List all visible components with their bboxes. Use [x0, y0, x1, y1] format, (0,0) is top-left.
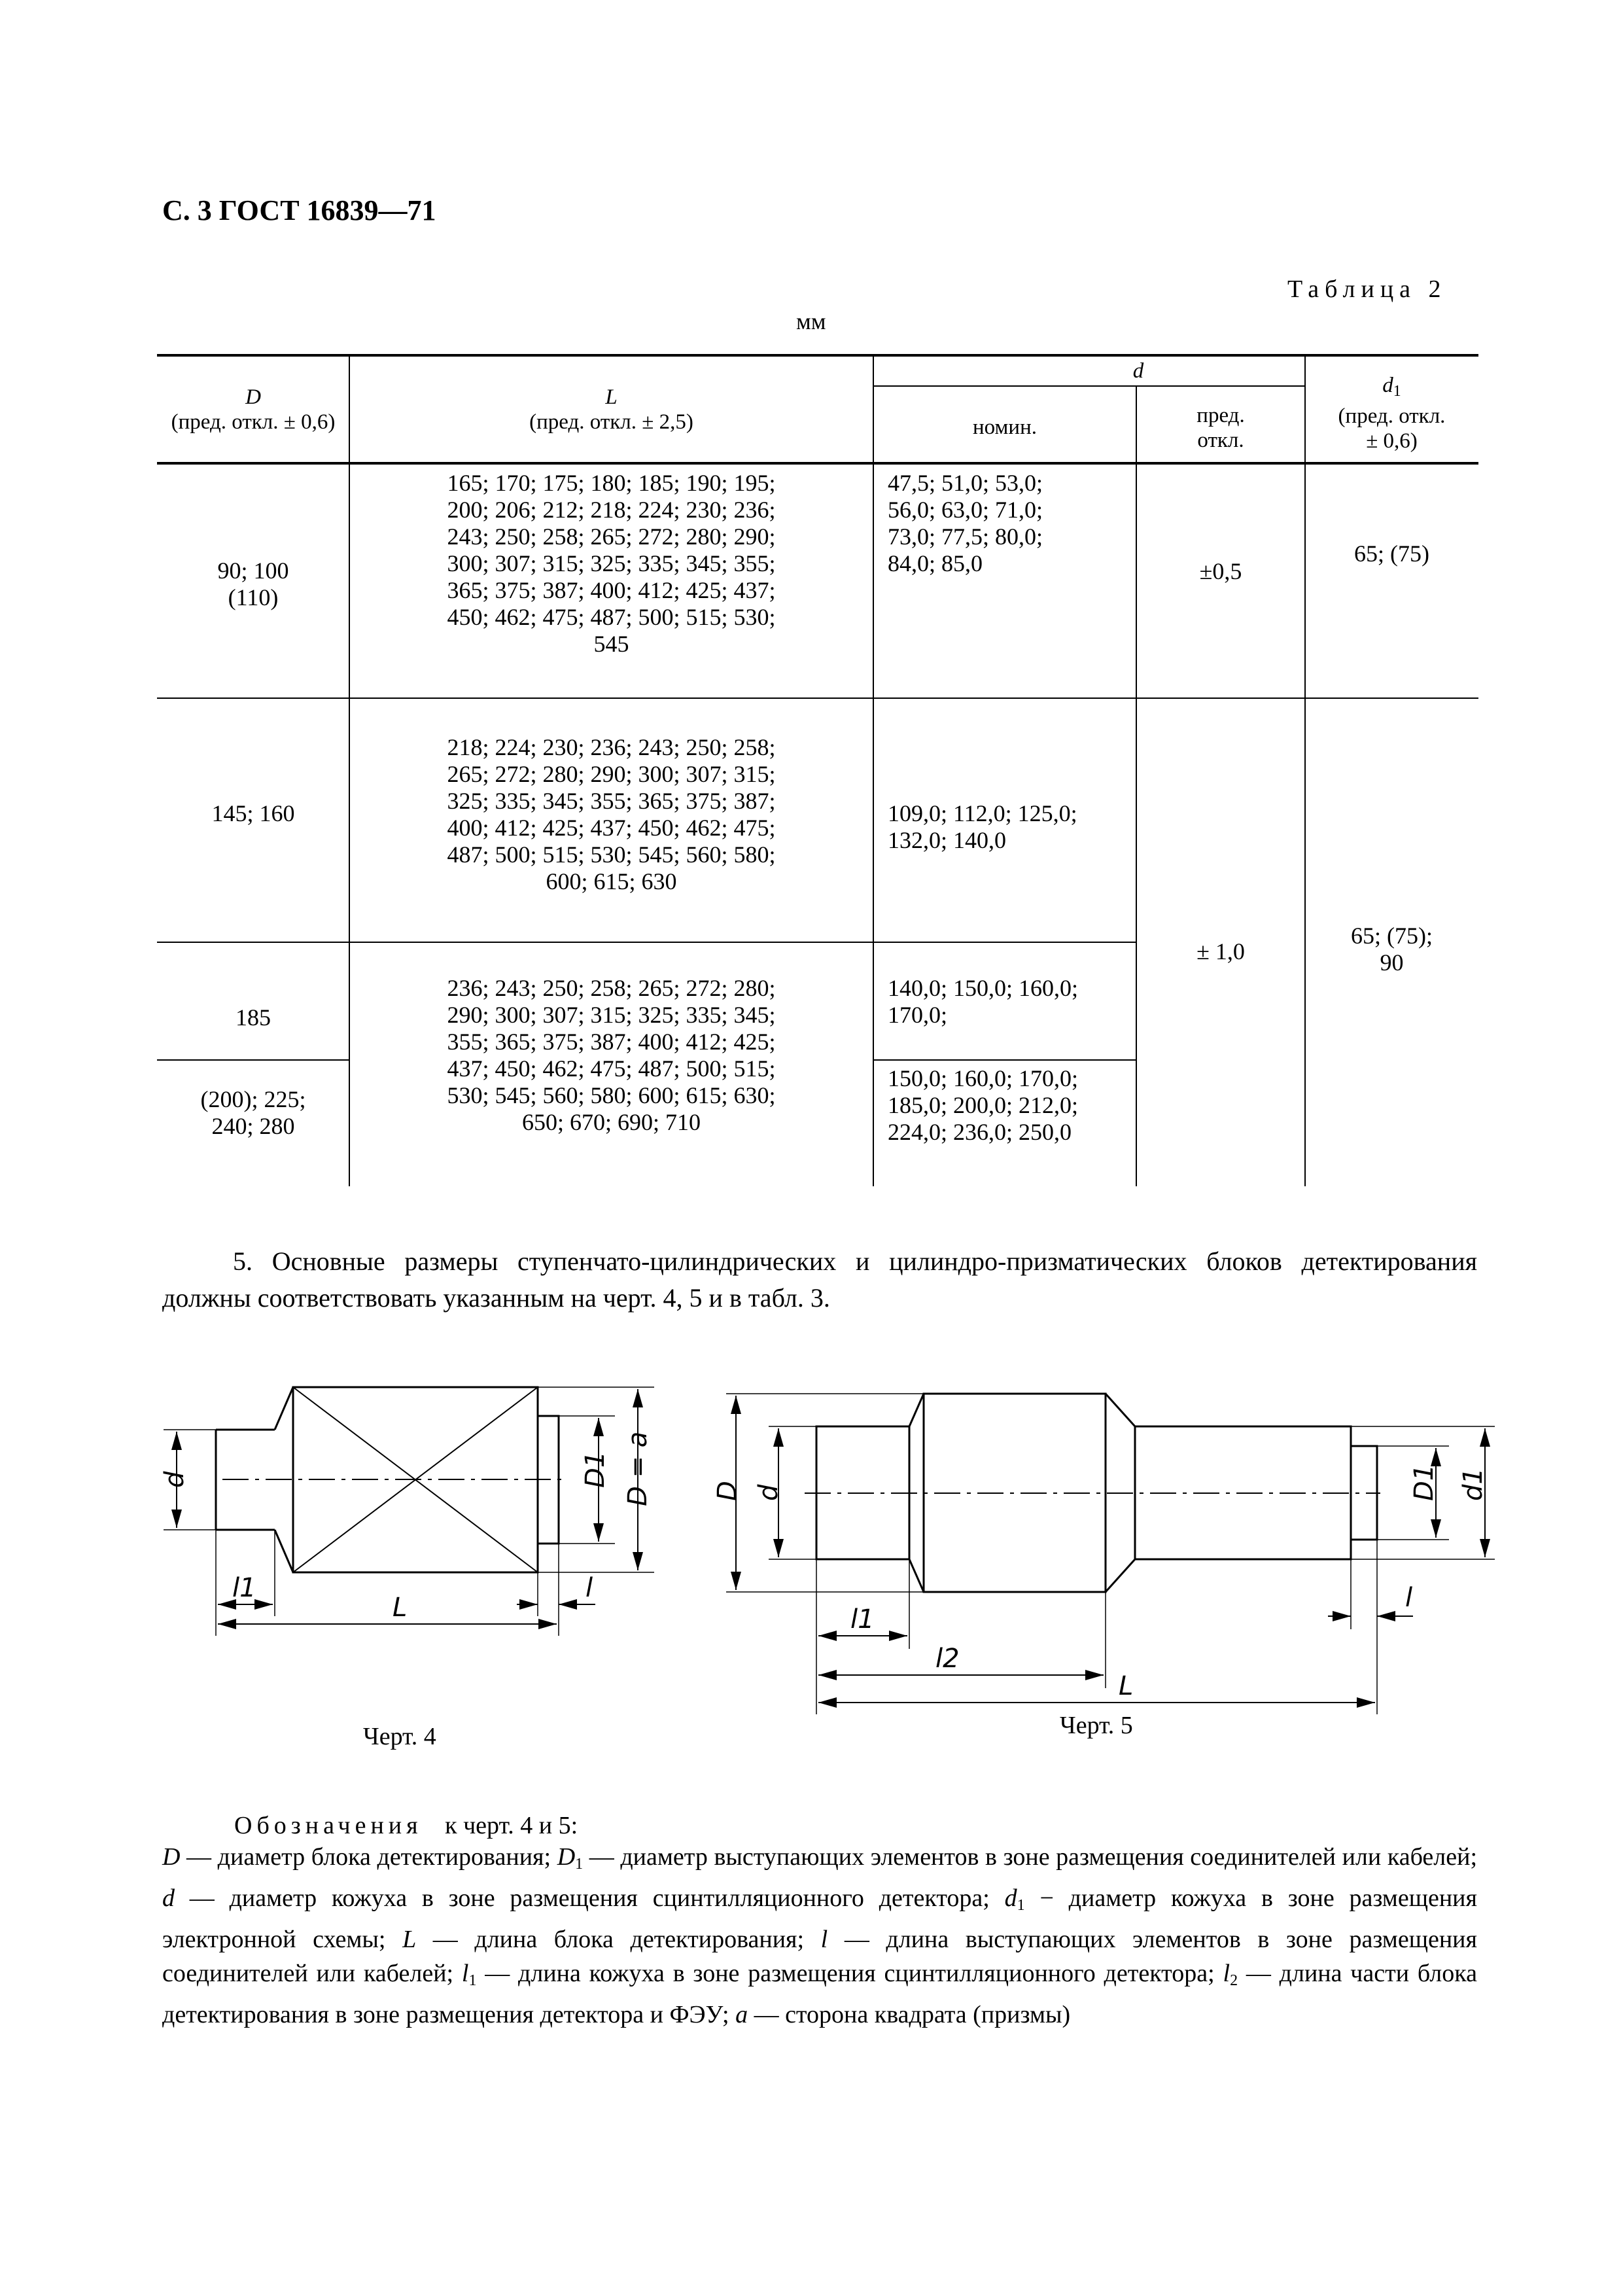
- table-units: мм: [796, 308, 826, 334]
- fig5-label-l1: l1: [850, 1604, 875, 1634]
- table-cell-D-row3: 185: [236, 1004, 271, 1031]
- fig5-label-D1: D1: [1409, 1464, 1439, 1501]
- fig5-label-d1: d1: [1458, 1468, 1488, 1501]
- fig4-label-L: L: [393, 1593, 408, 1623]
- header-d1: $d_1$ (пред. откл. ± 0,6): [1338, 374, 1446, 453]
- table-cell-L-row1: 165; 170; 175; 180; 185; 190; 195; 200; 206; 212; 218; 224; 230; 236; 243; 250; 258; 265; 272; 280; 290; 300; 307; 315; 325; 335; 345; 355; 365; 375; 387; 400; 412; 425; 437; 450; 462; 475; 487; 500; 515; 530; 545: [447, 470, 776, 657]
- header-d: d: [1132, 359, 1144, 383]
- fig4-label-d: d: [160, 1471, 190, 1488]
- table-cell-tol-row1: ±0,5: [1199, 558, 1242, 584]
- table-cell-d1-row1: 65; (75): [1354, 540, 1429, 567]
- fig5-label-l2: l2: [935, 1644, 960, 1674]
- header-L: L (пред. откл. ± 2,5): [529, 385, 693, 434]
- table-cell-L-rows34: 236; 243; 250; 258; 265; 272; 280; 290; 300; 307; 315; 325; 335; 345; 355; 365; 375; 387; 400; 412; 425; 437; 450; 462; 475; 487; 500; 515; 530; 545; 560; 580; 600; 615; 630; 650; 670; 690; 710: [447, 975, 776, 1135]
- fig5-label-l: l: [1405, 1583, 1413, 1613]
- table-cell-D-row4: (200); 225; 240; 280: [200, 1086, 306, 1139]
- fig5-label-d: d: [754, 1484, 784, 1501]
- table-cell-tol-rows234: ± 1,0: [1196, 938, 1245, 964]
- fig4-label-Da: D = a: [623, 1431, 653, 1506]
- table-cell-d1-rows234: 65; (75); 90: [1351, 923, 1433, 976]
- header-D: D (пред. откл. ± 0,6): [171, 385, 336, 434]
- fig5-label-D: D: [712, 1481, 742, 1501]
- table-cell-D-row2: 145; 160: [211, 800, 295, 826]
- page-header: С. 3 ГОСТ 16839—71: [162, 194, 436, 226]
- table-cell-D-row1: 90; 100 (110): [217, 557, 289, 610]
- fig4-label-l: l: [585, 1573, 593, 1603]
- table-cell-L-row2: 218; 224; 230; 236; 243; 250; 258; 265; 272; 280; 290; 300; 307; 315; 325; 335; 345; 355; 365; 375; 387; 400; 412; 425; 437; 450; 462; 475; 487; 500; 515; 530; 545; 560; 580; 600; 615; 630: [447, 734, 776, 894]
- fig4-label-l1: l1: [232, 1573, 256, 1603]
- header-d-nominal: номин.: [973, 415, 1037, 439]
- fig5-caption: Черт. 5: [1060, 1712, 1133, 1739]
- legend-text: D — диаметр блока детектирования; $D_1$ — диаметр выступающих элементов в зоне размещения соединителей или кабелей; d — диаметр кожуха в зоне размещения сцинтилляционного детектора; $d_1$ − диаметр кожуха в зоне размещения электронной схемы; L — длина блока детектирования; l — длина выступающих элементов в зоне размещения соединителей или кабелей; $l_1$ — длина кожуха в зоне размещения сцинтилляционного детектора; $l_2$ — длина части блока детектирования в зоне размещения детектора и ФЭУ; a — сторона квадрата (призмы): [162, 1843, 1477, 2028]
- header-d-tolerance: пред. откл.: [1196, 404, 1245, 452]
- table-cell-dnom-row2: 109,0; 112,0; 125,0; 132,0; 140,0: [888, 800, 1077, 853]
- table-cell-dnom-row3: 140,0; 150,0; 160,0; 170,0;: [888, 975, 1079, 1028]
- body-paragraph: 5. Основные размеры ступенчато-цилиндрических и цилиндро-призматических блоков детектирования должны соответствовать указанным на черт. 4, 5 и в табл. 3.: [162, 1246, 1477, 1313]
- fig5-label-L: L: [1119, 1671, 1134, 1701]
- fig4-label-D1: D1: [580, 1451, 610, 1488]
- table-cell-dnom-row1: 47,5; 51,0; 53,0; 56,0; 63,0; 71,0; 73,0; 77,5; 80,0; 84,0; 85,0: [888, 470, 1043, 576]
- table-cell-dnom-row4: 150,0; 160,0; 170,0; 185,0; 200,0; 212,0; 224,0; 236,0; 250,0: [888, 1065, 1079, 1145]
- legend-title: Обозначения к черт. 4 и 5:: [234, 1812, 578, 1839]
- fig4-caption: Черт. 4: [363, 1723, 436, 1750]
- table-label: Таблица 2: [1287, 275, 1447, 303]
